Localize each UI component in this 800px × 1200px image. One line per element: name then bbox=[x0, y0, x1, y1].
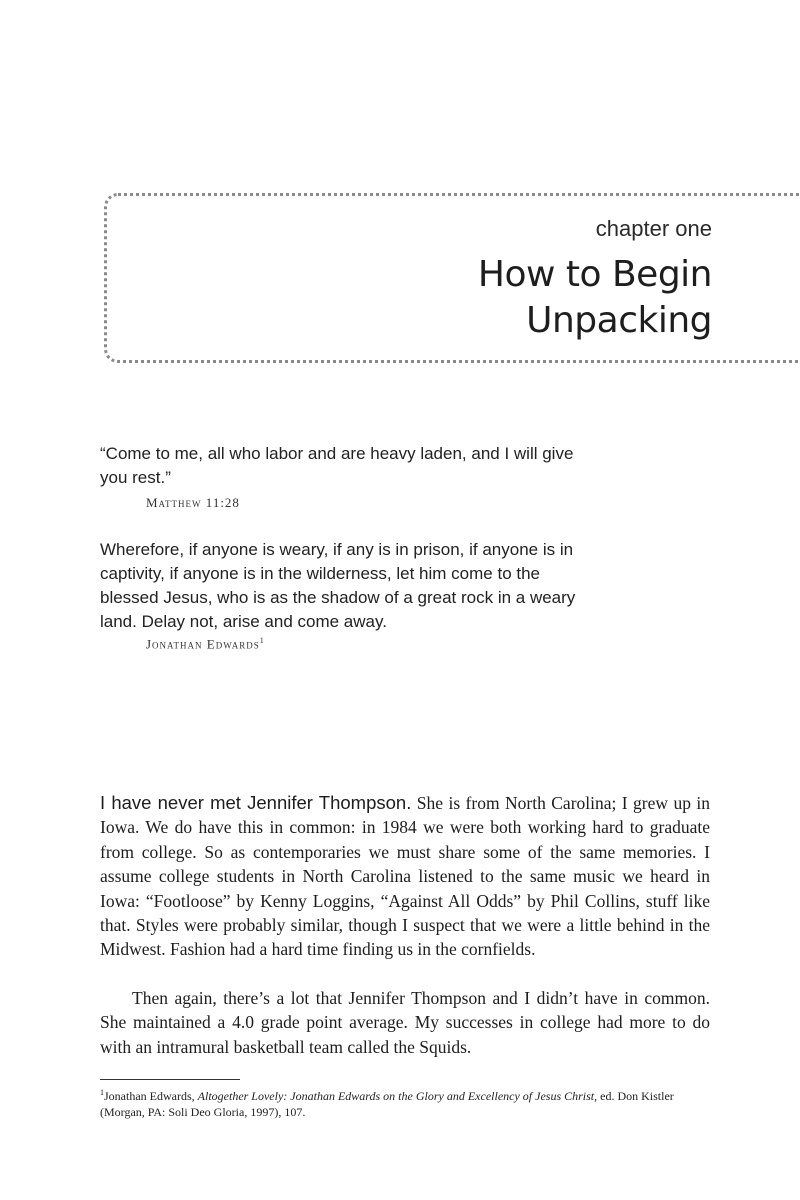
footnote-author: Jonathan Edwards, bbox=[104, 1089, 198, 1103]
footnote-divider bbox=[100, 1079, 240, 1080]
epigraph-attribution-1: Matthew 11:28 bbox=[146, 495, 240, 510]
paragraph-1-text: She is from North Carolina; I grew up in Iowa. We do have this in common: in 1984 we were both working hard to graduate from college. So as contemporaries we must share some of the same memories. I assume college students in North Carolina listened to the same music we heard in Iowa: “Footloose” by Kenny Loggins, “Against All Odds” by Phil Collins, stuff like that. Styles were probably similar, though I suspect that we were a little behind in the Midwest. Fashion had a hard time finding us in the cornfields. bbox=[100, 793, 710, 960]
footnote-marker-ref[interactable]: 1 bbox=[259, 636, 264, 645]
footnote-marker: 1 bbox=[100, 1088, 104, 1097]
attribution-name: Jonathan Edwards bbox=[146, 636, 260, 652]
body-paragraph-1 bbox=[100, 791, 710, 962]
chapter-label: chapter one bbox=[595, 216, 712, 241]
epigraph-quote-1: “Come to me, all who labor and are heavy laden, and I will give you rest.” bbox=[100, 444, 574, 487]
body-paragraph-2: Then again, there’s a lot that Jennifer Thompson and I didn’t have in common. She maintained a 4.0 grade point average. My successes in college had more to do with an intramural basketball team called the Squids. bbox=[100, 988, 710, 1057]
footnote-publication: , ed. Don Kistler (Morgan, PA: Soli Deo Gloria, 1997), 107. bbox=[100, 1089, 674, 1119]
chapter-title: How to Begin Unpacking bbox=[477, 254, 712, 341]
footnote-book-title: Altogether Lovely: Jonathan Edwards on the Glory and Excellency of Jesus Christ bbox=[197, 1089, 595, 1103]
epigraph-attribution-2 bbox=[146, 636, 264, 652]
epigraph-quote-2: Wherefore, if anyone is weary, if any is in prison, if anyone is in captivity, if anyone is in the wilderness, let him come to the blessed Jesus, who is as the shadow of a great rock in a weary land. Delay not, arise and come away. bbox=[100, 540, 576, 631]
footnote bbox=[100, 1085, 712, 1120]
paragraph-lead-in: I have never met Jennifer Thompson. bbox=[100, 792, 412, 813]
